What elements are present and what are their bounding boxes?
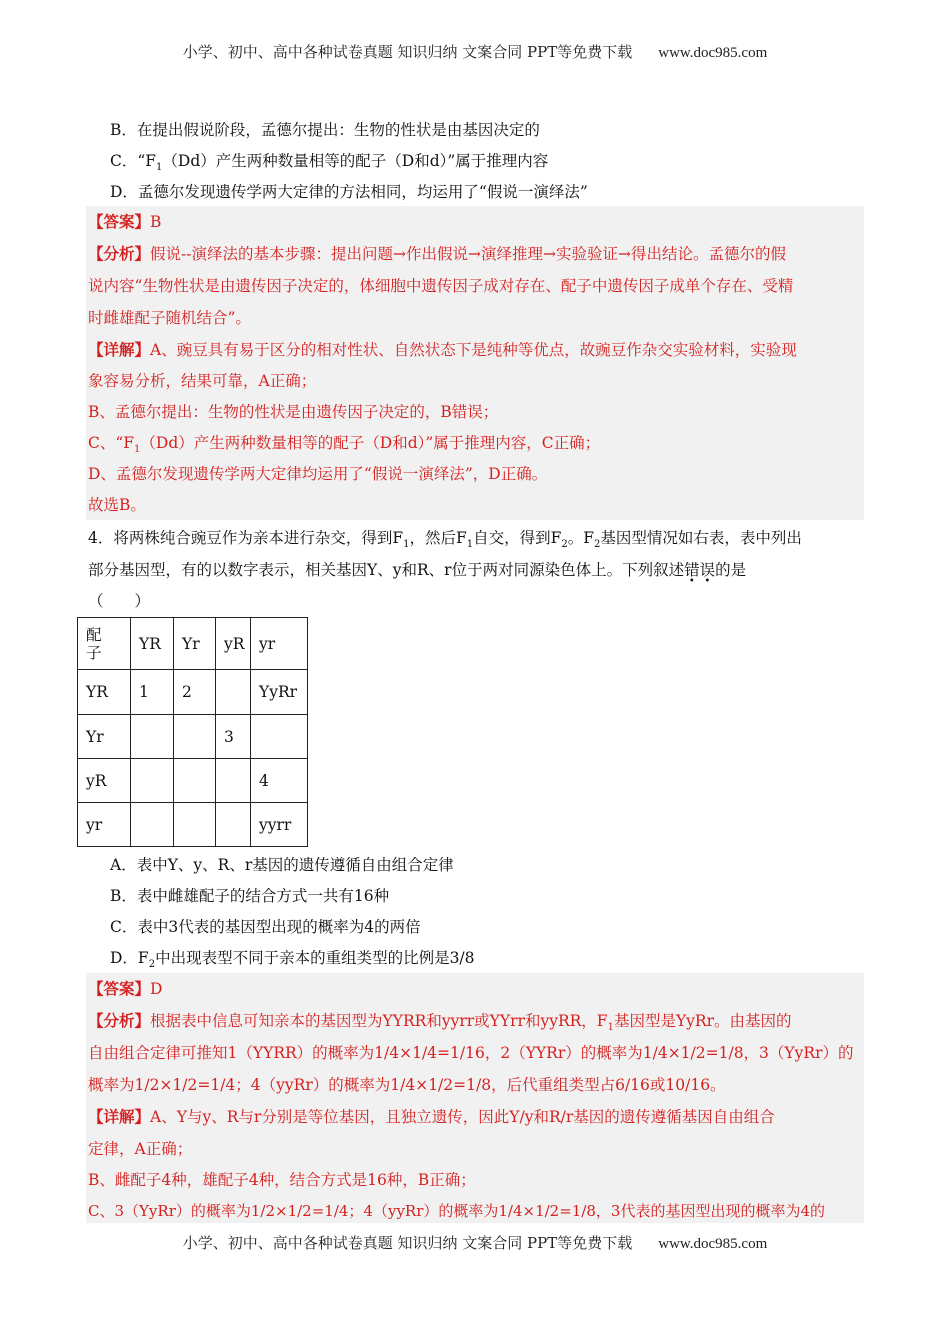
q3-analysis-line-3: 时雌雄配子随机结合”。: [88, 309, 251, 327]
q4-option-c: C．表中3代表的基因型出现的概率为4的两倍: [110, 918, 421, 936]
q3-answer: 【答案】B: [88, 212, 162, 231]
q3-analysis-line-2: 说内容“生物性状是由遗传因子决定的，体细胞中遗传因子成对存在、配子中遗传因子成单个存在、受精: [88, 277, 794, 295]
q4-option-a: A．表中Y、y、R、r基因的遗传遵循自由组合定律: [110, 856, 454, 874]
table-corner-cell: 配 子: [78, 618, 131, 670]
q4-analysis-line-3: 概率为1/2×1/2=1/4；4（yyRr）的概率为1/4×1/2=1/8，后代重组类型占6/16或10/16。: [88, 1076, 726, 1094]
q4-detail-line-4: C、3（YyRr）的概率为1/2×1/2=1/4；4（yyRr）的概率为1/4×1/2=1/8，3代表的基因型出现的概率为4的: [88, 1202, 826, 1220]
table-cell: 2: [174, 670, 216, 715]
table-row: [78, 670, 308, 715]
table-row: [78, 715, 308, 759]
q3-option-b: B．在提出假说阶段，孟德尔提出：生物的性状是由基因决定的: [110, 121, 540, 139]
table-cell: YyRr: [251, 670, 308, 715]
table-cell: 1: [131, 670, 174, 715]
table-row: [78, 803, 308, 847]
q4-stem-line-1: 4．将两株纯合豌豆作为亲本进行杂交，得到$F_1$，然后$F_1$自交，得到$F_2$。$F_2$基因型情况如右表，表中列出: [88, 529, 802, 551]
table-row-header: yR: [78, 759, 131, 803]
q4-analysis-line-2: 自由组合定律可推知1（YYRR）的概率为1/4×1/4=1/16，2（YYRr）的概率为1/4×1/2=1/8，3（YyRr）的: [88, 1044, 854, 1062]
q3-detail-line-3: B、孟德尔提出：生物的性状是由遗传因子决定的，B错误；: [88, 403, 499, 421]
table-cell: [131, 803, 174, 847]
q4-option-b: B．表中雌雄配子的结合方式一共有16种: [110, 887, 390, 905]
q4-detail-line-1: 【详解】A、Y与y、R与r分别是等位基因，且独立遗传，因此Y/y和R/r基因的遗传遵循基因自由组合: [88, 1107, 775, 1126]
table-cell: 3: [216, 715, 251, 759]
page-header: [0, 41, 950, 62]
header-site: www.doc985.com: [658, 45, 768, 61]
q4-detail-line-3: B、雌配子4种，雄配子4种，结合方式是16种，B正确；: [88, 1171, 476, 1189]
q3-option-d: D．孟德尔发现遗传学两大定律的方法相同，均运用了“假说一演绎法”: [110, 183, 588, 201]
table-col-header: yR: [216, 618, 251, 670]
q4-stem-line-2: 部分基因型，有的以数字表示，相关基因Y、y和R、r位于两对同源染色体上。下列叙述错误的是: [88, 561, 747, 579]
q3-detail-line-6: 故选B。: [88, 496, 146, 514]
q3-detail-line-4: C、“$F_1(Dd)$产生两种数量相等的配子（D和d）”属于推理内容，C正确；: [88, 434, 601, 456]
q3-detail-line-5: D、孟德尔发现遗传学两大定律均运用了“假说一演绎法”，D正确。: [88, 465, 548, 483]
footer-site: www.doc985.com: [658, 1236, 768, 1252]
q4-answer: 【答案】D: [88, 979, 163, 998]
table-col-header: yr: [251, 618, 308, 670]
table-row-header: yr: [78, 803, 131, 847]
header-text: 小学、初中、高中各种试卷真题 知识归纳 文案合同 PPT等免费下载: [182, 43, 633, 61]
q4-option-d: D．$F_2$中出现表型不同于亲本的重组类型的比例是3/8: [110, 949, 475, 971]
q4-stem-line-3: （ ）: [88, 592, 151, 610]
q3-detail-line-2: 象容易分析，结果可靠，A正确；: [88, 372, 317, 390]
table-row-header: YR: [78, 670, 131, 715]
table-cell: [174, 803, 216, 847]
q4-detail-line-2: 定律，A正确；: [88, 1140, 193, 1158]
table-cell: 4: [251, 759, 308, 803]
table-cell: [216, 670, 251, 715]
table-cell: [174, 759, 216, 803]
q3-analysis-line-1: 【分析】假说--演绎法的基本步骤：提出问题→作出假说→演绎推理→实验验证→得出结论。孟德尔的假: [88, 244, 786, 263]
q3-detail-line-1: 【详解】A、豌豆具有易于区分的相对性状、自然状态下是纯种等优点，故豌豆作杂交实验材料，实验现: [88, 340, 797, 359]
table-col-header: Yr: [174, 618, 216, 670]
table-cell: yyrr: [251, 803, 308, 847]
table-cell: [174, 715, 216, 759]
q3-option-c: C．“$F_1(Dd)$产生两种数量相等的配子（D和d）”属于推理内容: [110, 152, 549, 174]
table-cell: [251, 715, 308, 759]
table-row: [78, 759, 308, 803]
genotype-table: [77, 617, 308, 847]
table-col-header: YR: [131, 618, 174, 670]
page-footer: [0, 1232, 950, 1253]
table-cell: [216, 803, 251, 847]
q4-analysis-line-1: 【分析】根据表中信息可知亲本的基因型为YYRR和yyrr或YYrr和yyRR，$F_1$基因型是YyRr。由基因的: [88, 1011, 792, 1034]
table-row-header: Yr: [78, 715, 131, 759]
footer-text: 小学、初中、高中各种试卷真题 知识归纳 文案合同 PPT等免费下载: [182, 1234, 633, 1252]
table-cell: [131, 759, 174, 803]
table-cell: [131, 715, 174, 759]
table-cell: [216, 759, 251, 803]
table-header-row: [78, 618, 308, 670]
